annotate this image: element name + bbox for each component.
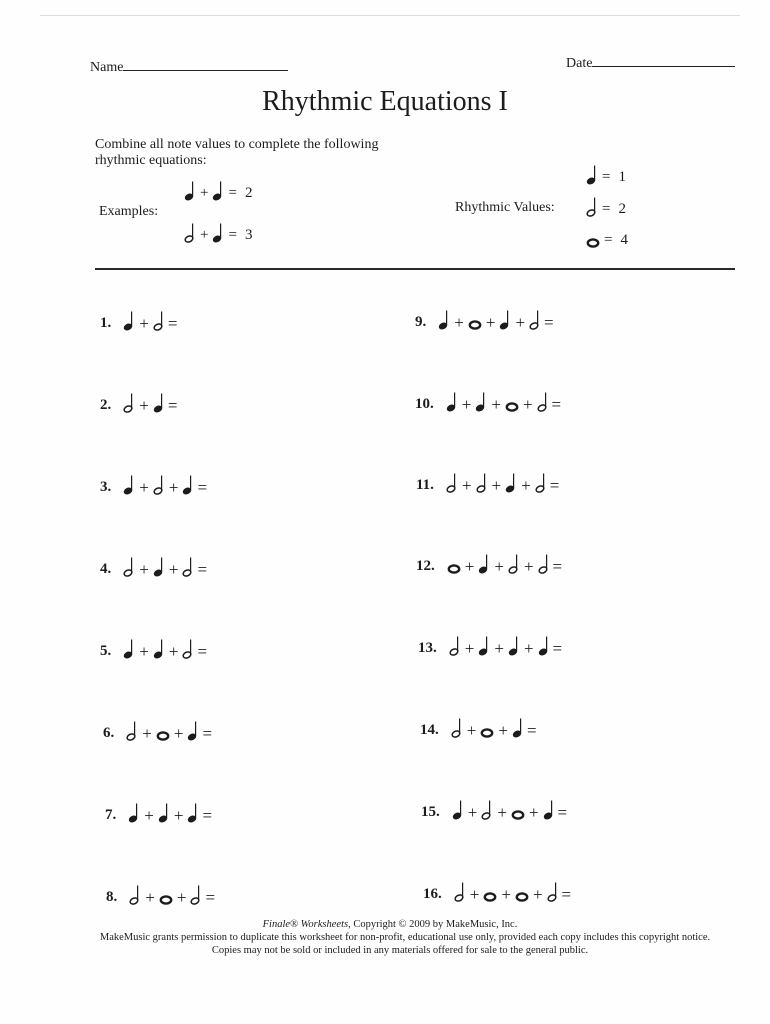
half-note-icon [454, 881, 466, 908]
quarter-note-icon [187, 802, 199, 829]
half-note-icon [547, 881, 559, 908]
quarter-note-icon [212, 222, 224, 249]
footer-copyright: , Copyright © 2009 by MakeMusic, Inc. [348, 919, 518, 930]
half-note-icon [529, 309, 541, 336]
quarter-note-icon [153, 556, 165, 583]
half-note-icon [126, 720, 138, 747]
quarter-note-icon [508, 635, 520, 662]
quarter-note-icon [128, 802, 140, 829]
problem-item [105, 802, 212, 829]
whole-note-icon [156, 720, 170, 747]
half-note-icon [538, 553, 550, 580]
plus-sign: + [173, 723, 184, 743]
quarter-note-icon [123, 474, 135, 501]
equals-sign: = [549, 475, 560, 495]
plus-sign: + [515, 312, 526, 332]
plus-sign: + [139, 559, 149, 579]
problem-item [418, 635, 562, 662]
whole-note-icon [511, 799, 525, 826]
plus-sign: + [522, 394, 533, 414]
equals-sign: = [197, 641, 208, 661]
plus-sign: + [523, 638, 534, 658]
plus-sign: + [501, 884, 511, 904]
problem-number: 1. [100, 315, 112, 331]
problem-number: 4. [100, 561, 112, 577]
plus-sign: + [466, 720, 477, 740]
problem-item [415, 309, 554, 336]
quarter-note-icon [538, 635, 550, 662]
rhythmic-value-number: 2 [618, 201, 626, 217]
page-title: Rhythmic Equations I [262, 86, 508, 117]
plus-sign: + [498, 720, 508, 740]
plus-sign: + [173, 805, 184, 825]
half-note-icon [586, 196, 598, 223]
quarter-note-icon [182, 474, 194, 501]
quarter-note-icon [499, 309, 511, 336]
plus-sign: + [469, 884, 480, 904]
rhythmic-values-label: Rhythmic Values: [455, 200, 555, 215]
plus-sign: + [464, 638, 475, 658]
half-note-icon [449, 635, 461, 662]
problem-item [423, 881, 571, 908]
example-equation [184, 222, 252, 249]
date-blank[interactable] [592, 52, 735, 67]
problem-number: 2. [100, 397, 112, 413]
quarter-note-icon [478, 635, 490, 662]
quarter-note-icon [153, 638, 165, 665]
equals-sign: = [197, 559, 208, 579]
equals-sign: = [552, 556, 563, 576]
plus-sign: + [168, 559, 179, 579]
equals-sign: = [557, 802, 568, 822]
name-field[interactable] [90, 56, 288, 76]
equals-sign: = [602, 169, 611, 185]
whole-note-icon [586, 227, 600, 254]
footer-line-3: Copies may not be sold or included in any materials offered for sale to the general public. [211, 945, 589, 956]
half-note-icon [129, 884, 141, 911]
half-note-icon [153, 474, 165, 501]
quarter-note-icon [586, 164, 598, 191]
half-note-icon [476, 472, 488, 499]
problem-item [100, 392, 177, 419]
quarter-note-icon [505, 472, 517, 499]
problem-number: 14. [420, 722, 439, 738]
rhythmic-value-number: 1 [618, 169, 626, 185]
whole-note-icon [468, 309, 482, 336]
equals-sign: = [228, 185, 237, 201]
footer-line-2: MakeMusic grants permission to duplicate this worksheet for non-profit, educational use only, provided each copy includes this copyright notice. [99, 932, 711, 943]
half-note-icon [153, 310, 165, 337]
quarter-note-icon [123, 310, 135, 337]
plus-sign: + [491, 394, 501, 414]
plus-sign: + [142, 723, 152, 743]
quarter-note-icon [478, 553, 490, 580]
half-note-icon [182, 556, 194, 583]
plus-sign: + [144, 805, 154, 825]
whole-note-icon [515, 881, 529, 908]
problem-number: 10. [415, 396, 434, 412]
problem-number: 8. [106, 889, 118, 905]
whole-note-icon [159, 884, 173, 911]
name-blank[interactable] [123, 56, 288, 71]
equals-sign: = [552, 638, 563, 658]
problem-number: 7. [105, 807, 117, 823]
quarter-note-icon [187, 720, 199, 747]
plus-sign: + [464, 556, 475, 576]
plus-sign: + [521, 475, 531, 495]
equals-sign: = [228, 227, 237, 243]
equals-sign: = [167, 313, 178, 333]
quarter-note-icon [475, 391, 487, 418]
problem-number: 5. [100, 643, 112, 659]
quarter-note-icon [158, 802, 170, 829]
problem-number: 13. [418, 640, 437, 656]
plus-sign: + [528, 802, 539, 822]
copyright-footer [0, 918, 770, 957]
plus-sign: + [494, 556, 504, 576]
half-note-icon [508, 553, 520, 580]
quarter-note-icon [438, 309, 450, 336]
footer-product-name: Finale® Worksheets [262, 919, 349, 930]
problem-number: 6. [103, 725, 115, 741]
problem-number: 16. [423, 886, 442, 902]
example-equation [184, 180, 252, 207]
quarter-note-icon [452, 799, 464, 826]
equals-sign: = [526, 720, 537, 740]
quarter-note-icon [212, 180, 224, 207]
whole-note-icon [505, 391, 519, 418]
plus-sign: + [461, 394, 472, 414]
half-note-icon [182, 638, 194, 665]
plus-sign: + [145, 887, 155, 907]
equals-sign: = [544, 312, 554, 332]
quarter-note-icon [123, 638, 135, 665]
plus-sign: + [200, 227, 209, 243]
quarter-note-icon [512, 717, 524, 744]
quarter-note-icon [184, 180, 196, 207]
equals-sign: = [167, 395, 178, 415]
half-note-icon [446, 472, 458, 499]
half-note-icon [123, 556, 135, 583]
instructions: Combine all note values to complete the following rhythmic equations: [95, 137, 379, 168]
equals-sign: = [197, 477, 208, 497]
equals-sign: = [205, 887, 216, 907]
scan-edge-line [40, 15, 740, 16]
rhythmic-value [586, 164, 626, 191]
problem-number: 3. [100, 479, 112, 495]
plus-sign: + [497, 802, 507, 822]
rhythmic-value [586, 196, 626, 223]
whole-note-icon [483, 881, 497, 908]
problem-item [415, 391, 561, 418]
plus-sign: + [532, 884, 543, 904]
equals-sign: = [561, 884, 572, 904]
half-note-icon [537, 391, 549, 418]
examples-label: Examples: [99, 204, 159, 219]
plus-sign: + [139, 395, 149, 415]
date-label: Date [566, 56, 593, 71]
equals-sign: = [202, 723, 213, 743]
plus-sign: + [454, 312, 464, 332]
date-field[interactable] [566, 52, 735, 72]
plus-sign: + [176, 887, 187, 907]
plus-sign: + [168, 641, 179, 661]
problem-item [100, 638, 207, 665]
equals-sign: = [602, 201, 611, 217]
example-result: 2 [244, 185, 253, 201]
section-divider [95, 268, 735, 270]
quarter-note-icon [153, 392, 165, 419]
problem-item [421, 799, 567, 826]
problem-item [103, 720, 212, 747]
whole-note-icon [447, 553, 461, 580]
equals-sign: = [202, 805, 213, 825]
problem-number: 15. [421, 804, 440, 820]
problem-item [420, 717, 537, 744]
name-label: Name [90, 60, 124, 75]
plus-sign: + [485, 312, 496, 332]
plus-sign: + [168, 477, 179, 497]
plus-sign: + [491, 475, 502, 495]
footer-line-1 [0, 918, 770, 931]
quarter-note-icon [446, 391, 458, 418]
plus-sign: + [139, 477, 149, 497]
problem-number: 12. [416, 558, 435, 574]
plus-sign: + [467, 802, 478, 822]
equals-sign: = [551, 394, 562, 414]
half-note-icon [123, 392, 135, 419]
example-result: 3 [244, 227, 253, 243]
problem-number: 11. [416, 477, 434, 493]
half-note-icon [535, 472, 547, 499]
whole-note-icon [480, 717, 494, 744]
plus-sign: + [200, 185, 209, 201]
plus-sign: + [494, 638, 504, 658]
quarter-note-icon [543, 799, 555, 826]
problem-item [100, 310, 177, 337]
problem-item [416, 553, 562, 580]
plus-sign: + [139, 641, 149, 661]
half-note-icon [481, 799, 493, 826]
rhythmic-value [586, 227, 628, 254]
equals-sign: = [604, 232, 613, 248]
problem-item [100, 556, 207, 583]
plus-sign: + [139, 313, 149, 333]
problem-number: 9. [415, 314, 427, 330]
half-note-icon [451, 717, 463, 744]
problem-item [106, 884, 215, 911]
plus-sign: + [523, 556, 534, 576]
half-note-icon [190, 884, 202, 911]
plus-sign: + [461, 475, 472, 495]
rhythmic-value-number: 4 [620, 232, 628, 248]
half-note-icon [184, 222, 196, 249]
problem-item [416, 472, 559, 499]
problem-item [100, 474, 207, 501]
